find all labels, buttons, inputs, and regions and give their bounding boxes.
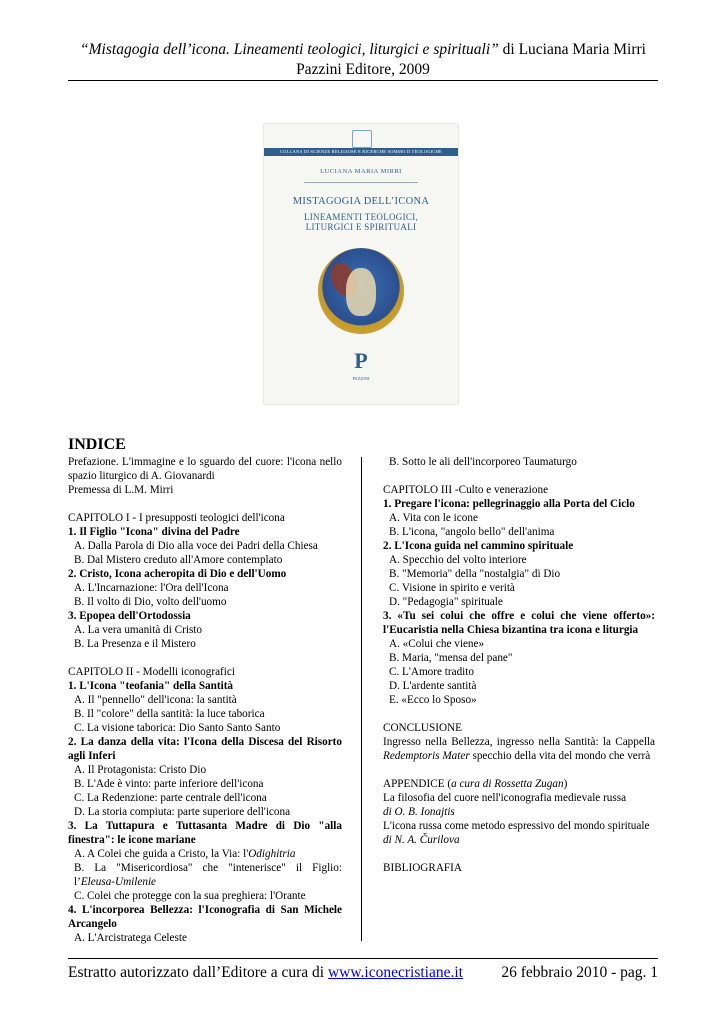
subsection: A. La vera umanità di Cristo: [74, 624, 203, 636]
footer-left: [68, 963, 463, 983]
subsection: C. Visione in spirito e verità: [389, 582, 515, 594]
section-heading: 1. Il Figlio "Icona" divina del Padre: [68, 526, 240, 538]
subsection: D. "Pedagogia" spirituale: [389, 596, 503, 608]
chapter-heading: [383, 777, 655, 791]
cover-author: LUCIANA MARIA MIRRI: [320, 168, 402, 175]
subsection: A. Il "pennello" dell'icona: la santità: [74, 694, 237, 706]
index-heading: INDICE: [68, 436, 126, 453]
subsection: B. La Presenza e il Mistero: [74, 638, 196, 650]
subsection: B. L'icona, "angolo bello" dell'anima: [389, 526, 555, 538]
cover-series-band: COLLANA DI SCIENZE RELIGIOSE E RICERCHE SOMMO D TEOLOGICHE: [264, 148, 458, 156]
heading-text: APPENDICE (: [383, 778, 452, 790]
index-entry: L'icona russa come metodo espressivo del mondo spirituale: [383, 820, 650, 832]
section-heading: 2. L'Icona guida nel cammino spirituale: [383, 540, 574, 552]
entry-text: Ingresso nella Bellezza, ingresso nella Santità: la Cappella: [383, 736, 655, 748]
heading-text: ): [563, 778, 568, 790]
subsection-italic: Odighitria: [248, 848, 296, 860]
cover-divider: [304, 182, 418, 183]
subsection: C. La Redenzione: parte centrale dell'icona: [74, 792, 267, 804]
section-heading: 1. L'Icona "teofania" della Santità: [68, 680, 234, 692]
subsection: B. "Memoria" della "nostalgia" di Dio: [389, 568, 561, 580]
index-column-right: [383, 455, 655, 875]
cover-title: MISTAGOGIA DELL’ICONA: [292, 196, 430, 207]
subsection: A. Vita con le icone: [389, 512, 478, 524]
subsection: [68, 847, 342, 861]
cover-angel-medallion-icon: [318, 248, 404, 334]
footer-website-link[interactable]: www.iconecristiane.it: [327, 964, 463, 981]
index-entry: La filosofia del cuore nell'iconografia medievale russa: [383, 792, 627, 804]
page-header: [68, 40, 658, 80]
angel-figure-icon: [346, 268, 376, 316]
section-heading: 2. Cristo, Icona acheropita di Dio e dell'Uomo: [68, 568, 287, 580]
subsection: B. Il "colore" della santità: la luce taborica: [74, 708, 265, 720]
header-rule: [68, 80, 658, 81]
subsection: A. Dalla Parola di Dio alla voce dei Padri della Chiesa: [74, 540, 318, 552]
column-divider: [361, 457, 362, 941]
subsection: A. L'Incarnazione: l'Ora dell'Icona: [74, 582, 229, 594]
subsection-text: B. La "Misericordiosa" che "intenerisce" il Figlio: l’: [74, 862, 342, 888]
subsection: C. L'Amore tradito: [389, 666, 474, 678]
section-heading: 3. La Tuttapura e Tuttasanta Madre di Dio "alla finestra": le icone mariane: [68, 820, 342, 846]
cover-subtitle-line-2: LITURGICI E SPIRITUALI: [305, 222, 417, 232]
cover-emblem-icon: [352, 130, 372, 148]
subsection: A. Specchio del volto interiore: [389, 554, 527, 566]
chapter-heading: BIBLIOGRAFIA: [383, 862, 462, 874]
index-entry: [383, 735, 655, 763]
subsection: C. Colei che protegge con la sua preghiera: l'Orante: [74, 890, 306, 902]
header-book-title: “Mistagogia dell’icona. Lineamenti teologici, liturgici e spirituali”: [80, 41, 499, 58]
subsection: C. La visione taborica: Dio Santo Santo Santo: [74, 722, 281, 734]
cover-subtitle: [264, 212, 458, 232]
cover-subtitle-line-1: LINEAMENTI TEOLOGICI,: [303, 212, 419, 222]
section-heading: 1. Pregare l'icona: pellegrinaggio alla Porta del Ciclo: [383, 498, 635, 510]
index-entry-author: di N. A. Čurilova: [383, 834, 460, 846]
section-heading: 3. Epopea dell'Ortodossia: [68, 610, 191, 622]
chapter-heading: CAPITOLO I - I presupposti teologici dell'icona: [68, 512, 285, 524]
section-heading: 3. «Tu sei colui che offre e colui che viene offerto»: l'Eucaristia nella Chiesa bizantina tra icona e liturgia: [383, 610, 655, 636]
cover-publisher-logo: P: [354, 348, 368, 373]
subsection: D. L'ardente santità: [389, 680, 477, 692]
chapter-heading: CAPITOLO II - Modelli iconografici: [68, 666, 235, 678]
subsection: A. «Colui che viene»: [389, 638, 485, 650]
index-column-left: [68, 455, 342, 945]
footer-date-page: 26 febbraio 2010 - pag. 1: [501, 964, 658, 981]
subsection: A. Il Protagonista: Cristo Dio: [74, 764, 207, 776]
subsection: B. Il volto di Dio, volto dell'uomo: [74, 596, 227, 608]
subsection: E. «Ecco lo Sposo»: [389, 694, 477, 706]
subsection-italic: Eleusa-Umilenie: [80, 876, 157, 888]
cover-publisher-name: PAZZINI: [352, 376, 370, 381]
header-publisher: Pazzini Editore, 2009: [296, 61, 430, 78]
subsection: [68, 861, 342, 889]
subsection: B. Dal Mistero creduto all'Amore contemplato: [74, 554, 283, 566]
chapter-heading: CAPITOLO III -Culto e venerazione: [383, 484, 549, 496]
subsection-text: A. A Colei che guida a Cristo, la Via: l': [74, 848, 249, 860]
book-cover-image: [264, 124, 458, 404]
subsection: B. Maria, "mensa del pane": [389, 652, 513, 664]
footer-rule: [68, 958, 658, 959]
index-entry: Premessa di L.M. Mirri: [68, 484, 174, 496]
subsection: A. L'Arcistratega Celeste: [74, 932, 187, 944]
header-author: di Luciana Maria Mirri: [498, 41, 646, 58]
section-heading: 4. L'incorporea Bellezza: l'Iconografia di San Michele Arcangelo: [68, 904, 342, 930]
subsection: D. La storia compiuta: parte superiore dell'icona: [74, 806, 291, 818]
subsection: B. Sotto le ali dell'incorporeo Taumaturgo: [389, 456, 577, 468]
index-entry: Prefazione. L'immagine e lo sguardo del cuore: l'icona nello spazio liturgico di A. Giovanardi: [68, 456, 342, 482]
entry-text: specchio della vita del mondo che verrà: [469, 750, 651, 762]
subsection: B. L'Ade è vinto: parte inferiore dell'icona: [74, 778, 264, 790]
index-entry-author: di O. B. Ionajtis: [383, 806, 455, 818]
entry-italic: Redemptoris Mater: [383, 750, 470, 762]
chapter-heading: CONCLUSIONE: [383, 722, 462, 734]
section-heading: 2. La danza della vita: l'Icona della Discesa del Risorto agli Inferi: [68, 736, 342, 762]
footer-text: Estratto autorizzato dall’Editore a cura di: [68, 964, 328, 981]
heading-italic: a cura di Rossetta Zugan: [451, 778, 564, 790]
